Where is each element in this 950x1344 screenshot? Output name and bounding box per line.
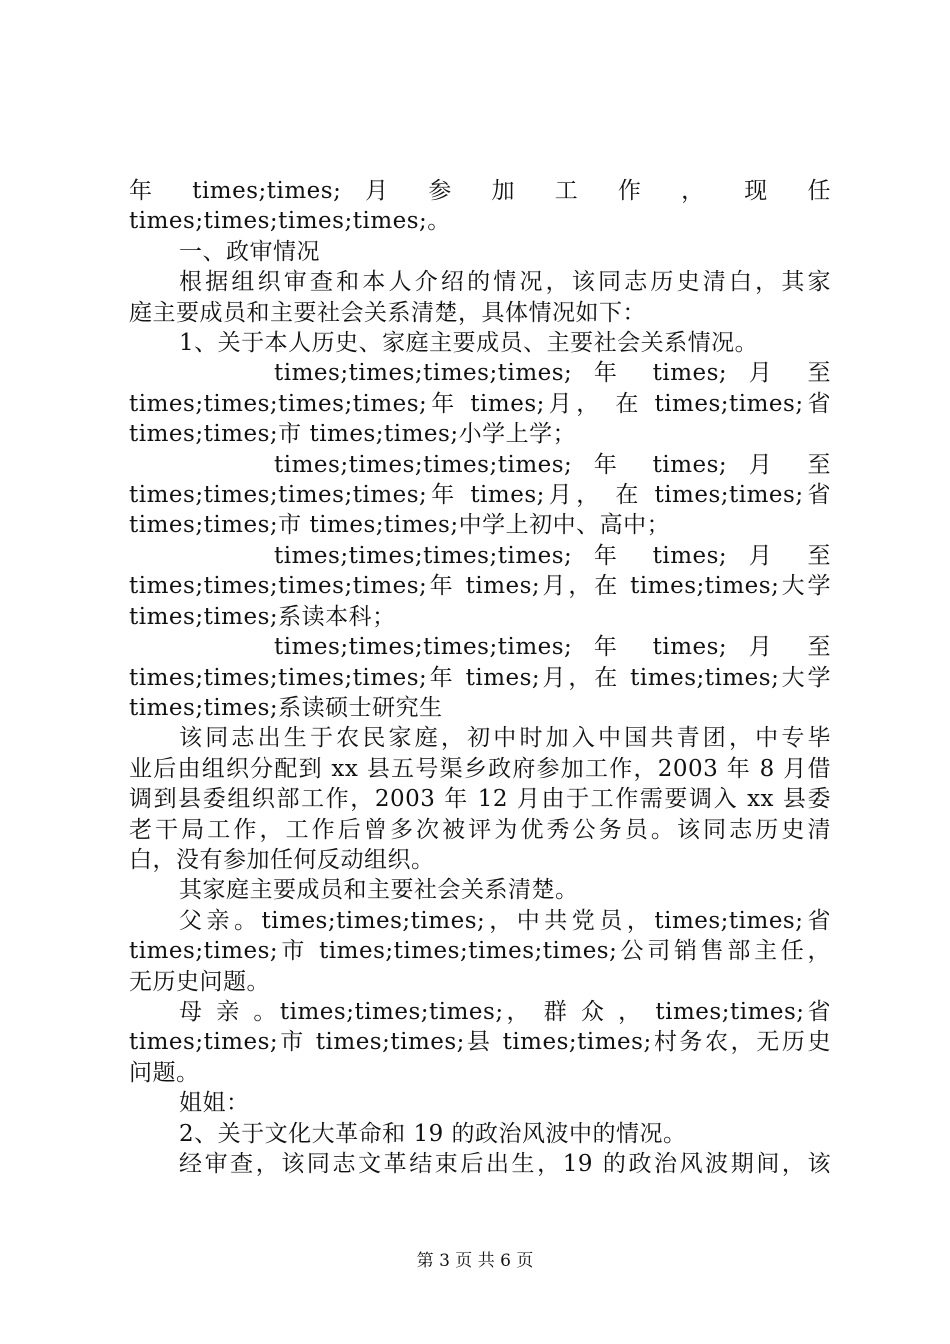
text-line: times;times;市 times;times;县 times;times;村务农，无历史 <box>129 1029 831 1056</box>
text-line: times;times;市 times;times;中学上初中、高中； <box>129 512 671 539</box>
text-line: times;times;times;times;年 times;月， 在 times;times;省 <box>129 390 831 417</box>
text-line: 白，没有参加任何反动组织。 <box>129 846 435 873</box>
text-line: times;times;times;times;年 times;月，在 times;times;大学 <box>129 664 831 691</box>
text-line: times;times;市 times;times;小学上学； <box>129 421 577 448</box>
text-line: times;times;times;times; 年 times; 月 至 <box>274 634 831 661</box>
text-line: 母 亲 。times;times;times;， 群 众 ， times;times;省 <box>179 998 831 1025</box>
text-line: times;times;times;times; 年 times; 月 至 <box>274 542 831 569</box>
text-line: 年 times;times; 月 参 加 工 作 ， 现 任 <box>129 178 831 204</box>
section-heading: 一、政审情况 <box>179 238 320 265</box>
text-line: 姐姐： <box>179 1090 250 1117</box>
text-line: 经审查，该同志文革结束后出生，19 的政治风波期间，该 <box>179 1151 831 1177</box>
text-line: times;times;times;times; 年 times; 月 至 <box>274 451 831 478</box>
text-line: times;times;times;times;年 times;月， 在 times;times;省 <box>129 482 831 509</box>
subsection-heading: 1、关于本人历史、家庭主要成员、主要社会关系情况。 <box>179 330 759 357</box>
text-line: times;times;times;times; 年 times; 月 至 <box>274 360 831 387</box>
text-line: 庭主要成员和主要社会关系清楚，具体情况如下： <box>129 299 646 326</box>
text-line: 该同志出生于农民家庭，初中时加入中国共青团，中专毕 <box>179 725 831 752</box>
text-line: 业后由组织分配到 xx 县五号渠乡政府参加工作，2003 年 8 月借 <box>129 755 831 782</box>
text-line: times;times;times;times;。 <box>129 208 451 235</box>
text-line: 调到县委组织部工作，2003 年 12 月由于工作需要调入 xx 县委 <box>129 786 831 813</box>
text-line: times;times;市 times;times;times;times;公司销售部主任， <box>129 938 831 965</box>
text-line: 无历史问题。 <box>129 968 270 995</box>
text-line: 问题。 <box>129 1059 200 1086</box>
text-line: 老干局工作，工作后曾多次被评为优秀公务员。该同志历史清 <box>129 816 831 843</box>
text-line: 其家庭主要成员和主要社会关系清楚。 <box>179 877 579 904</box>
text-line: times;times;系读本科； <box>129 603 396 630</box>
page-footer: 第 3 页 共 6 页 <box>416 1251 534 1271</box>
text-line: times;times;times;times;年 times;月，在 times;times;大学 <box>129 573 831 600</box>
subsection-heading: 2、关于文化大革命和 19 的政治风波中的情况。 <box>179 1120 687 1147</box>
text-line: 父亲。times;times;times;，中共党员，times;times;省 <box>179 907 831 934</box>
text-line: times;times;系读硕士研究生 <box>129 694 443 721</box>
text-line: 根据组织审查和本人介绍的情况，该同志历史清白，其家 <box>179 269 831 296</box>
document-body <box>129 176 831 1179</box>
